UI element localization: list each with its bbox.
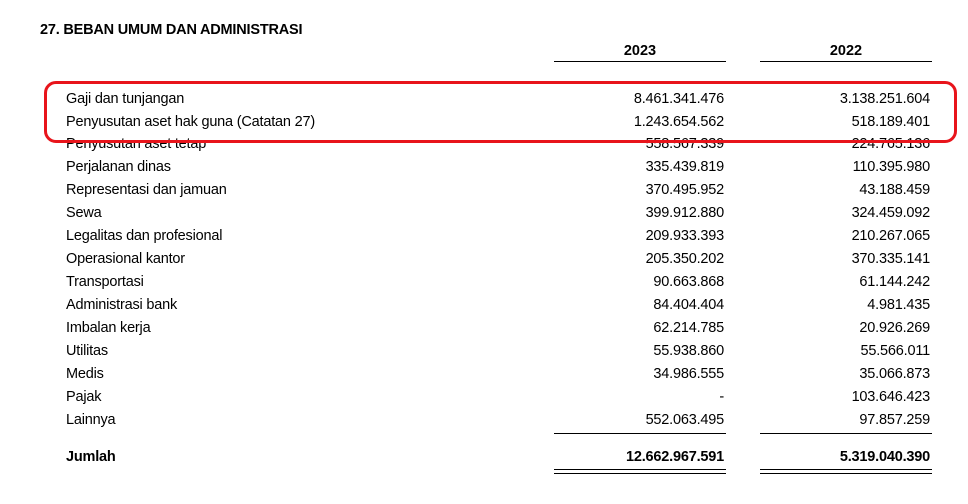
table-row bbox=[0, 114, 968, 137]
row-label: Legalitas dan profesional bbox=[66, 228, 223, 244]
value-2023: 90.663.868 bbox=[653, 274, 724, 290]
table-row bbox=[0, 251, 968, 274]
table-row bbox=[0, 228, 968, 251]
table-row bbox=[0, 389, 968, 412]
subtotal-line-2022 bbox=[760, 433, 932, 434]
value-2022: 43.188.459 bbox=[859, 182, 930, 198]
value-2023: 62.214.785 bbox=[653, 320, 724, 336]
row-label: Gaji dan tunjangan bbox=[66, 91, 185, 107]
total-label: Jumlah bbox=[66, 449, 116, 465]
section-title: 27. BEBAN UMUM DAN ADMINISTRASI bbox=[40, 22, 303, 38]
value-2022: 20.926.269 bbox=[859, 320, 930, 336]
row-label: Utilitas bbox=[66, 343, 108, 359]
value-2023: 552.063.495 bbox=[645, 412, 724, 428]
value-2023: 209.933.393 bbox=[645, 228, 724, 244]
row-label: Pajak bbox=[66, 389, 102, 405]
table-row bbox=[0, 205, 968, 228]
column-header-2023: 2023 bbox=[554, 43, 726, 62]
value-2023: 399.912.880 bbox=[645, 205, 724, 221]
double-underline-2023 bbox=[554, 469, 726, 474]
row-label: Perjalanan dinas bbox=[66, 159, 171, 175]
row-label: Sewa bbox=[66, 205, 102, 221]
double-underline-2022 bbox=[760, 469, 932, 474]
column-header-2022: 2022 bbox=[760, 43, 932, 62]
value-2023: 84.404.404 bbox=[653, 297, 724, 313]
table-row bbox=[0, 274, 968, 297]
total-2022: 5.319.040.390 bbox=[839, 449, 930, 465]
value-2023: 370.495.952 bbox=[645, 182, 724, 198]
row-label: Penyusutan aset tetap bbox=[66, 136, 207, 152]
value-2022: 55.566.011 bbox=[860, 343, 930, 359]
row-label: Representasi dan jamuan bbox=[66, 182, 227, 198]
row-label: Imbalan kerja bbox=[66, 320, 151, 336]
value-2022: 224.765.136 bbox=[851, 136, 930, 152]
value-2023: 205.350.202 bbox=[645, 251, 724, 267]
table-row bbox=[0, 136, 968, 159]
value-2022: 103.646.423 bbox=[851, 389, 930, 405]
value-2023: 558.567.339 bbox=[645, 136, 724, 152]
value-2022: 518.189.401 bbox=[851, 114, 930, 130]
row-label: Lainnya bbox=[66, 412, 116, 428]
row-label: Penyusutan aset hak guna (Catatan 27) bbox=[66, 114, 315, 130]
table-row bbox=[0, 182, 968, 205]
table-row bbox=[0, 366, 968, 389]
value-2022: 110.395.980 bbox=[852, 159, 930, 175]
value-2022: 61.144.242 bbox=[859, 274, 930, 290]
table-row bbox=[0, 320, 968, 343]
value-2023: 8.461.341.476 bbox=[633, 91, 724, 107]
table-row bbox=[0, 91, 968, 114]
value-2022: 97.857.259 bbox=[859, 412, 930, 428]
value-2023: 1.243.654.562 bbox=[633, 114, 724, 130]
value-2023: 55.938.860 bbox=[653, 343, 724, 359]
value-2022: 324.459.092 bbox=[851, 205, 930, 221]
row-label: Transportasi bbox=[66, 274, 144, 290]
value-2023: 335.439.819 bbox=[645, 159, 724, 175]
row-label: Administrasi bank bbox=[66, 297, 178, 313]
value-2022: 370.335.141 bbox=[851, 251, 930, 267]
value-2023: 34.986.555 bbox=[653, 366, 724, 382]
table-row bbox=[0, 343, 968, 366]
value-2022: 35.066.873 bbox=[859, 366, 930, 382]
total-2023: 12.662.967.591 bbox=[626, 449, 724, 465]
row-label: Operasional kantor bbox=[66, 251, 185, 267]
value-2022: 4.981.435 bbox=[867, 297, 930, 313]
table-row bbox=[0, 159, 968, 182]
subtotal-line-2023 bbox=[554, 433, 726, 434]
table-row bbox=[0, 297, 968, 320]
value-2023: - bbox=[719, 389, 724, 405]
table-row bbox=[0, 412, 968, 435]
value-2022: 210.267.065 bbox=[851, 228, 930, 244]
row-label: Medis bbox=[66, 366, 104, 382]
value-2022: 3.138.251.604 bbox=[839, 91, 930, 107]
